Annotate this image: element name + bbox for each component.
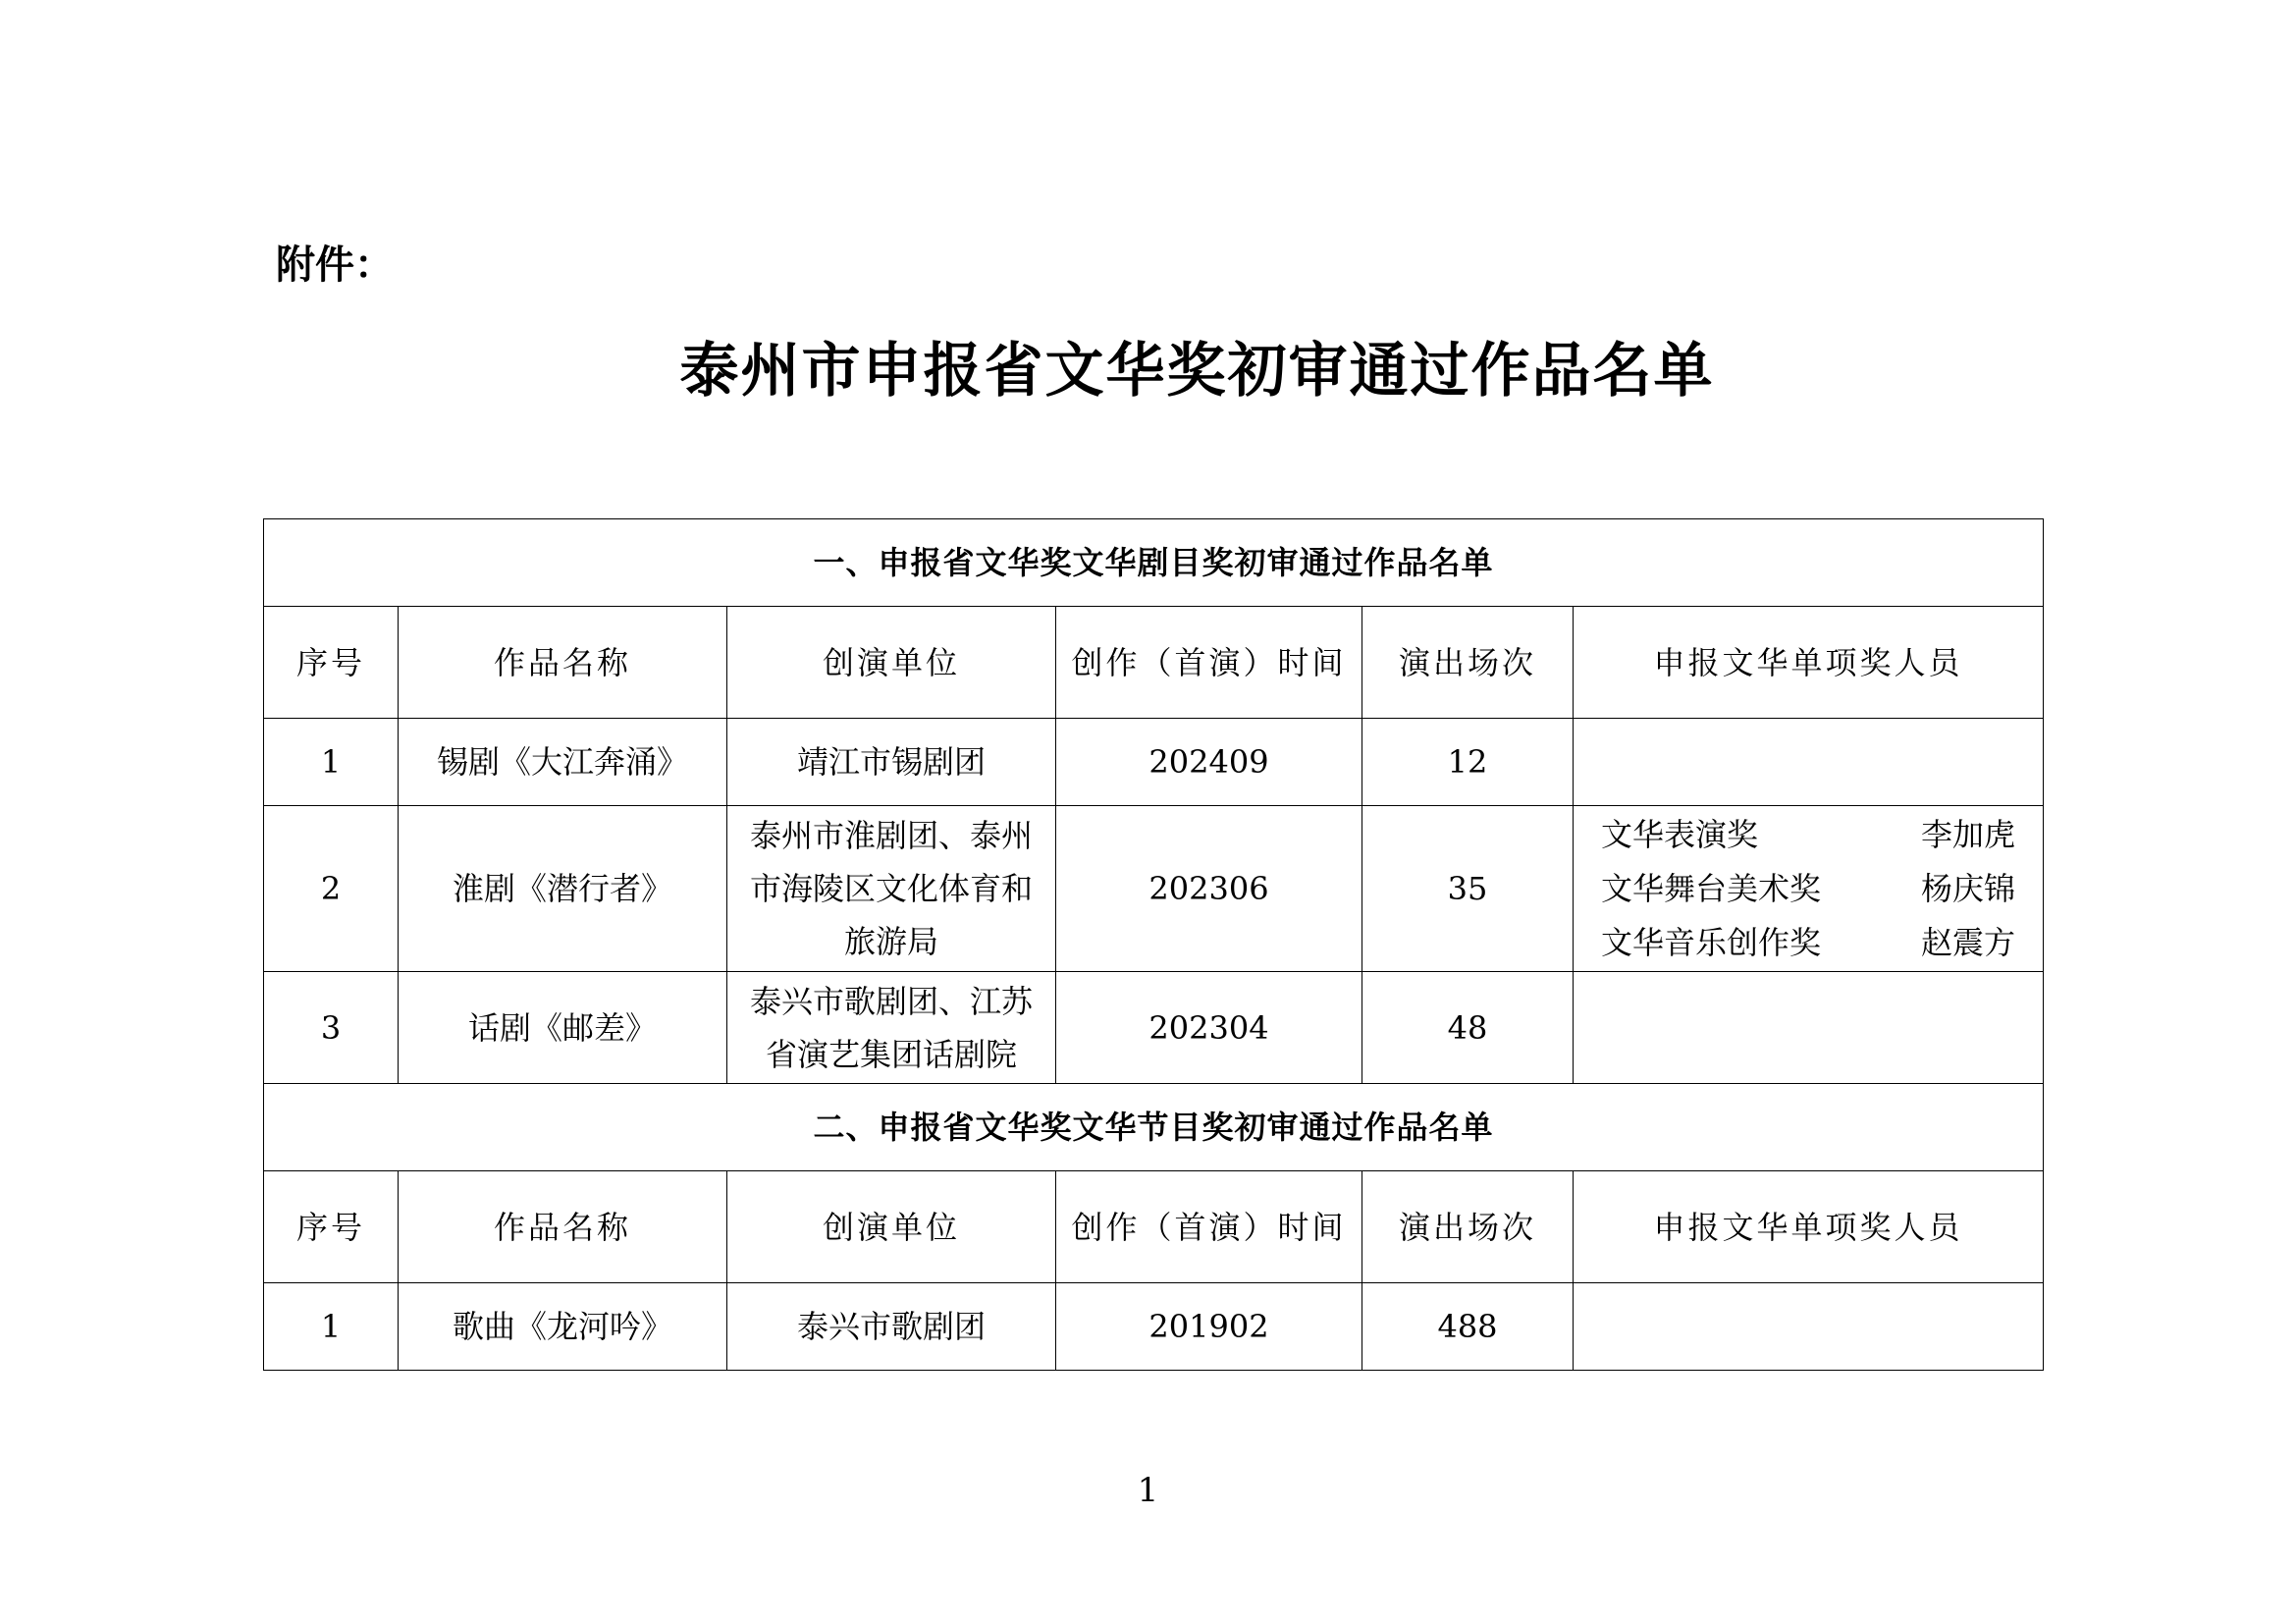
cell-shows: 35	[1362, 806, 1574, 972]
cell-no: 3	[264, 972, 399, 1084]
cell-name: 锡剧《大江奔涌》	[399, 719, 727, 806]
cell-name: 淮剧《潜行者》	[399, 806, 727, 972]
header-row	[264, 607, 2044, 719]
cell-time: 201902	[1056, 1283, 1362, 1371]
table-row	[264, 972, 2044, 1084]
page-number: 1	[1137, 1471, 1159, 1510]
table-row	[264, 806, 2044, 972]
table-row	[264, 1283, 2044, 1371]
cell-unit: 泰州市淮剧团、泰州市海陵区文化体育和旅游局	[727, 806, 1056, 972]
works-table	[263, 518, 2044, 1371]
award-name: 文华舞台美术奖	[1601, 869, 1822, 907]
award-line	[1601, 808, 2015, 862]
col-header-unit: 创演单位	[727, 607, 1056, 719]
cell-time: 202306	[1056, 806, 1362, 972]
award-person: 赵震方	[1921, 923, 2016, 961]
col-header-name: 作品名称	[399, 607, 727, 719]
cell-shows: 488	[1362, 1283, 1574, 1371]
cell-shows: 48	[1362, 972, 1574, 1084]
cell-awards	[1574, 806, 2044, 972]
cell-no: 1	[264, 1283, 399, 1371]
cell-awards	[1574, 1283, 2044, 1371]
cell-unit: 泰兴市歌剧团、江苏省演艺集团话剧院	[727, 972, 1056, 1084]
cell-name: 话剧《邮差》	[399, 972, 727, 1084]
award-person: 李加虎	[1921, 815, 2016, 853]
cell-awards	[1574, 972, 2044, 1084]
attachment-label: 附件：	[276, 243, 394, 288]
col-header-awards: 申报文华单项奖人员	[1574, 607, 2044, 719]
cell-awards	[1574, 719, 2044, 806]
cell-time: 202409	[1056, 719, 1362, 806]
section-title: 二、申报省文华奖文华节目奖初审通过作品名单	[264, 1084, 2044, 1171]
cell-no: 2	[264, 806, 399, 972]
cell-no: 1	[264, 719, 399, 806]
col-header-awards: 申报文华单项奖人员	[1574, 1171, 2044, 1283]
awards-list	[1581, 808, 2035, 970]
col-header-time: 创作（首演）时间	[1056, 1171, 1362, 1283]
col-header-name: 作品名称	[399, 1171, 727, 1283]
award-name: 文华表演奖	[1601, 815, 1759, 853]
col-header-time: 创作（首演）时间	[1056, 607, 1362, 719]
cell-unit: 泰兴市歌剧团	[727, 1283, 1056, 1371]
cell-shows: 12	[1362, 719, 1574, 806]
page-title: 泰州市申报省文华奖初审通过作品名单	[679, 337, 1715, 406]
cell-time: 202304	[1056, 972, 1362, 1084]
col-header-shows: 演出场次	[1362, 1171, 1574, 1283]
cell-unit: 靖江市锡剧团	[727, 719, 1056, 806]
award-line	[1601, 916, 2015, 970]
award-line	[1601, 862, 2015, 916]
table-row	[264, 719, 2044, 806]
col-header-no: 序号	[264, 1171, 399, 1283]
section-title-row	[264, 519, 2044, 607]
header-row	[264, 1171, 2044, 1283]
col-header-unit: 创演单位	[727, 1171, 1056, 1283]
col-header-shows: 演出场次	[1362, 607, 1574, 719]
cell-name: 歌曲《龙河吟》	[399, 1283, 727, 1371]
section-title: 一、申报省文华奖文华剧目奖初审通过作品名单	[264, 519, 2044, 607]
col-header-no: 序号	[264, 607, 399, 719]
section-title-row	[264, 1084, 2044, 1171]
award-person: 杨庆锦	[1921, 869, 2016, 907]
award-name: 文华音乐创作奖	[1601, 923, 1822, 961]
